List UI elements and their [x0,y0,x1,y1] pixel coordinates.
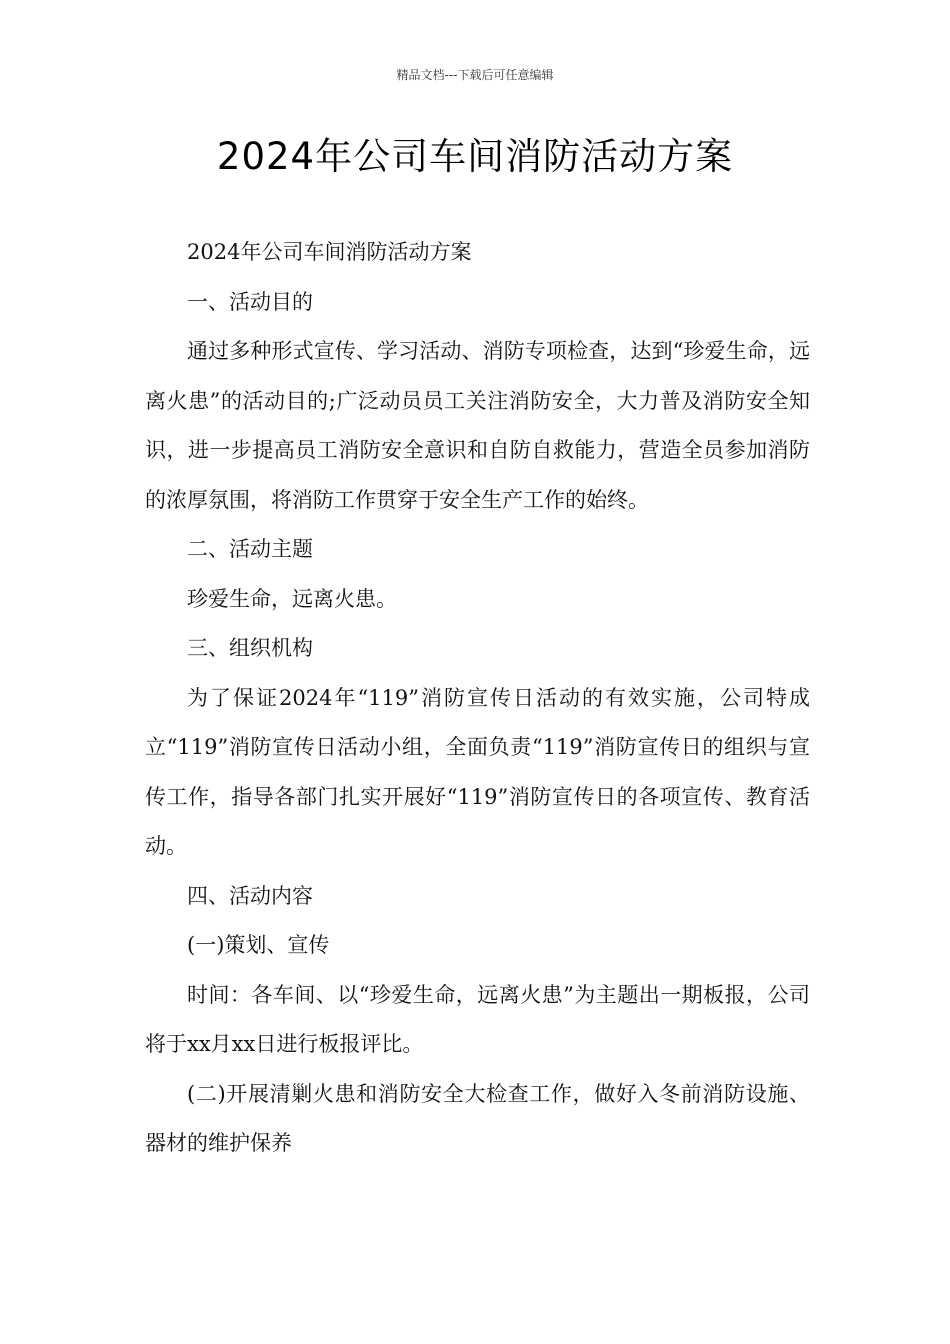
paragraph-purpose: 通过多种形式宣传、学习活动、消防专项检查，达到“珍爱生命，远离火患”的活动目的;广泛动员员工关注消防安全，大力普及消防安全知识，进一步提高员工消防安全意识和自防自救能力，营造全员参加消防的浓厚氛围，将消防工作贯穿于安全生产工作的始终。 [145,339,810,512]
paragraph-subtitle: 2024年公司车间消防活动方案 [187,240,472,264]
paragraph-theme: 珍爱生命，远离火患。 [187,586,397,611]
subsection-heading-inspection: (二)开展清剿火患和消防安全大检查工作，做好入冬前消防设施、器材的维护保养 [145,1081,810,1155]
section-heading-theme: 二、活动主题 [187,537,313,561]
document-title: 2024年公司车间消防活动方案 [216,135,734,178]
header-note: 精品文档---下载后可任意编辑 [396,68,554,82]
section-heading-content: 四、活动内容 [187,883,313,908]
subsection-heading-planning: (一)策划、宣传 [187,933,330,957]
section-heading-purpose: 一、活动目的 [187,289,313,314]
document-body [145,228,810,1169]
section-heading-organization: 三、组织机构 [187,636,313,660]
paragraph-organization: 为了保证2024年“119”消防宣传日活动的有效实施，公司特成立“119”消防宣传日活动小组，全面负责“119”消防宣传日的组织与宣传工作，指导各部门扎实开展好“119”消防宣传日的各项宣传、教育活动。 [145,685,810,858]
paragraph-planning-time: 时间：各车间、以“珍爱生命，远离火患”为主题出一期板报，公司将于xx月xx日进行板报评比。 [145,982,810,1056]
